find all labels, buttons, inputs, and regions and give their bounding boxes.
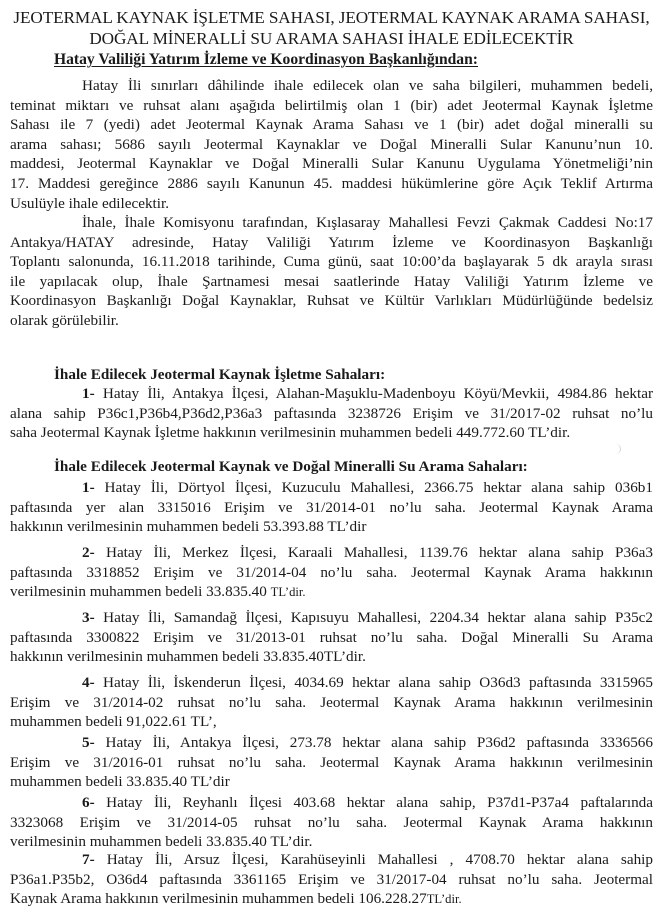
item-number: 7- [82,851,95,868]
currency-suffix: TL’dir. [270,585,306,600]
title-line-1: JEOTERMAL KAYNAK İŞLETME SAHASI, JEOTERMAL KAYNAK ARAMA SAHASI, [13,8,650,27]
item-number: 3- [82,609,95,626]
item-text: Hatay İli, Merkez İlçesi, Karaali Mahallesi, 1139.76 hektar alana sahip P36a3 [94,544,653,561]
tender-line: İhale, İhale Komisyonu tarafından, Kışlasaray Mahallesi Fevzi Çakmak Caddesi No:17 [82,214,653,231]
title-line-2: DOĞAL MİNERALLİ SU ARAMA SAHASI İHALE EDİLECEKTİR [89,29,574,48]
item-line: saha Jeotermal Kaynak İşletme hakkının verilmesinin muhammen bedeli 449.772.60 TL’dir. [10,424,571,442]
item-text: Hatay İli, Reyhanlı İlçesi 403.68 hektar alana sahip, P37d1-P37a4 paftalarında [94,794,653,811]
intro-line: arama sahası; 5686 sayılı Jeotermal Kaynaklar ve Doğal Mineralli Sular Kanunu’nun 10. [10,135,653,153]
exploration-site-item [10,608,653,667]
tender-line: Toplantı salonunda, 16.11.2018 tarihinde, Cuma günü, saat 10:00’da başlayarak 5 dk arayla sırası [10,253,653,271]
item-line: hakkının verilmesinin muhammen bedeli 33.835.40TL’dir. [10,648,366,666]
intro-paragraph [10,76,653,213]
item-line: alana sahip P36c1,P36b4,P36d2,P36a3 paftasında 3238726 Erişim ve 31/2017-02 ruhsat no’lu [10,404,653,422]
item-line: muhammen bedeli 91,022.61 TL’, [10,713,217,731]
intro-line: Sahası ile 7 (yedi) adet Jeotermal Kaynak Arama Sahası ve 1 (bir) adet doğal mineralli su [10,116,653,134]
scan-artifact [612,444,621,454]
exploration-site-item [10,733,653,792]
exploration-site-item [10,793,653,852]
currency-suffix: TL’dir. [426,892,462,907]
item-number: 1- [82,385,95,402]
item-number: 6- [82,794,95,811]
item-text: Hatay İli, İskenderun İlçesi, 4034.69 hektar alana sahip O36d3 paftasında 3315965 [94,674,653,691]
item-text: Hatay İli, Antakya İlçesi, 273.78 hektar alana sahip P36d2 paftasında 3336566 [94,734,653,751]
intro-line: teminat miktarı ve ruhsat alanı aşağıda belirtilmiş olan 1 (bir) adet Jeotermal Kaynak İşletme [10,96,653,114]
item-line: paftasında yer alan 3315016 Erişim ve 31/2014-01 no’lu saha. Jeotermal Kaynak Arama [10,498,653,516]
item-line: Kaynak Arama hakkının verilmesinin muhammen bedeli 106.228.27 [10,890,427,908]
item-line: muhammen bedeli 33.835.40 TL’dir [10,773,230,791]
exploration-site-item [10,850,653,910]
item-text: Hatay İli, Dörtyol İlçesi, Kuzuculu Mahallesi, 2366.75 hektar alana sahip 036b1 [94,479,653,496]
item-number: 2- [82,544,95,561]
tender-info-paragraph [10,213,653,331]
operation-site-item [10,384,653,443]
tender-line: Antakya/HATAY adresinde, Hatay Valiliği Yatırım İzleme ve Koordinasyon Başkanlığı [10,233,653,251]
item-line: paftasında 3318852 Erişim ve 31/2014-04 no’lu saha. Jeotermal Kaynak Arama hakkının [10,563,653,581]
intro-line: Usulüyle ihale edilecektir. [10,194,169,212]
tender-line: ile yapılacak olup, İhale Şartnamesi mesai saatlerinde Hatay Valiliği Yatırım İzleme ve [10,272,653,290]
item-line: hakkının verilmesinin muhammen bedeli 53.393.88 TL’dir [10,518,367,536]
item-text: Hatay İli, Samandağ İlçesi, Kapısuyu Mahallesi, 2204.34 hektar alana sahip P35c2 [94,609,653,626]
issuer-subtitle: Hatay Valiliği Yatırım İzleme ve Koordinasyon Başkanlığından: [54,51,478,68]
item-line: verilmesinin muhammen bedeli 33.835.40 TL’dir. [10,833,313,851]
section-heading-operation-sites: İhale Edilecek Jeotermal Kaynak İşletme Sahaları: [54,366,386,383]
exploration-site-item [10,543,653,603]
intro-line: maddesi, Jeotermal Kaynaklar ve Doğal Mineralli Sular Kanunu Uygulama Yönetmeliği’nin [10,155,653,173]
item-number: 4- [82,674,95,691]
item-line: 3323068 Erişim ve 31/2014-05 ruhsat no’lu saha. Jeotermal Kaynak Arama hakkının [10,813,653,831]
item-line: Erişim ve 31/2016-01 ruhsat no’lu saha. Jeotermal Kaynak Arama hakkının verilmesinin [10,753,653,771]
item-number: 5- [82,734,95,751]
item-number: 1- [82,479,95,496]
tender-line: olarak görülebilir. [10,311,119,329]
intro-line: Hatay İli sınırları dâhilinde ihale edilecek olan ve saha bilgileri, muhammen bedeli, [82,77,653,94]
item-line: Erişim ve 31/2014-02 ruhsat no’lu saha. Jeotermal Kaynak Arama hakkının verilmesinin [10,693,653,711]
item-line: P36a1.P35b2, O36d4 paftasında 3361165 Erişim ve 31/2017-04 ruhsat no’lu saha. Jeotermal [10,870,653,888]
intro-line: 17. Maddesi gereğince 2886 sayılı Kanunun 45. maddesi hükümlerine göre Açık Teklif Artırma [10,174,653,192]
item-text: Hatay İli, Arsuz İlçesi, Karahüseyinli Mahallesi , 4708.70 hektar alana sahip [94,851,653,868]
exploration-site-item [10,673,653,732]
item-line: verilmesinin muhammen bedeli 33.835.40 [10,583,271,601]
exploration-site-item [10,478,653,537]
tender-line: Koordinasyon Başkanlığı Doğal Kaynaklar, Ruhsat ve Kültür Varlıkları Müdürlüğünde bedelsiz [10,292,653,310]
item-line: paftasında 3300822 Erişim ve 31/2013-01 ruhsat no’lu saha. Doğal Mineralli Su Arama [10,628,653,646]
section-heading-exploration-sites: İhale Edilecek Jeotermal Kaynak ve Doğal Mineralli Su Arama Sahaları: [54,458,528,475]
item-text: Hatay İli, Antakya İlçesi, Alahan-Maşuklu-Madenboyu Köyü/Mevkii, 4984.86 hektar [94,385,653,402]
